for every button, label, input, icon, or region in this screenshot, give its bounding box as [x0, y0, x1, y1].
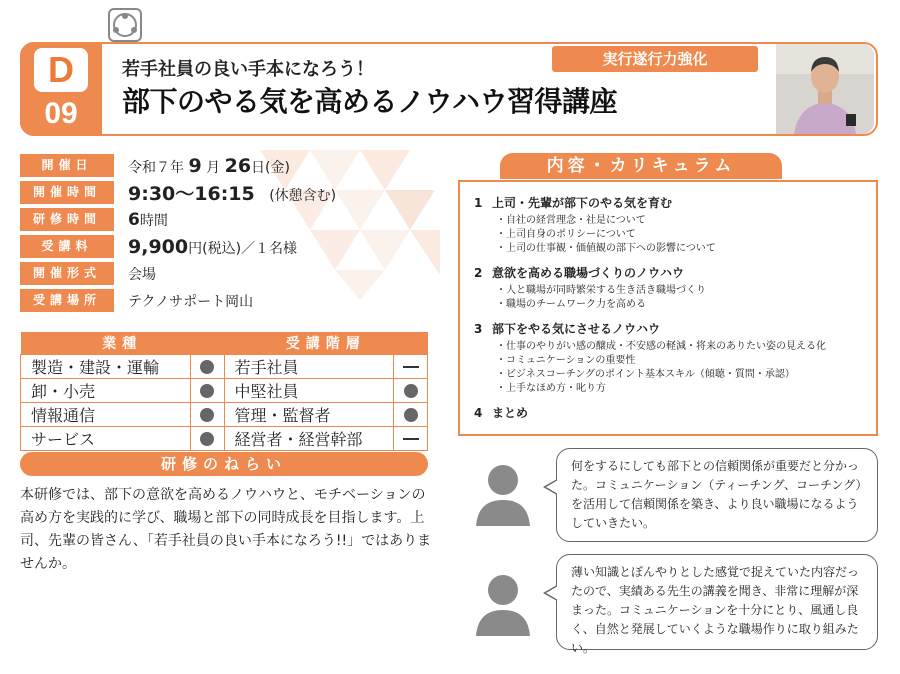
table-row [21, 354, 428, 378]
aim-text: 本研修では、部下の意欲を高めるノウハウと、モチベーションの高め方を実践的に学び、職場と部下の同時成長を目指します。上司、先輩の皆さん、「若手社員の良い手本になろう!!」ではありませんか。 [20, 487, 432, 572]
industry-mark [190, 402, 224, 426]
list-item: ・ 人と職場が同時繁栄する生き活き職場づくり [496, 284, 876, 298]
duration-hours: 6 [128, 209, 140, 230]
curriculum-box [458, 180, 878, 436]
curriculum-section-title [474, 194, 876, 211]
info-row-venue [20, 287, 440, 314]
industry-mark [190, 426, 224, 450]
check-dot-icon [200, 432, 214, 446]
info-label: 開催日 [20, 154, 114, 177]
date-day: 26 [224, 154, 252, 177]
check-dot-icon [404, 384, 418, 398]
check-dot-icon [404, 408, 418, 422]
industry-cell: 情報通信 [21, 402, 191, 426]
list-item: ・ 職場のチームワーク力を高める [496, 298, 876, 312]
info-label: 開催形式 [20, 262, 114, 285]
table-row [21, 402, 428, 426]
industry-cell: 製造・建設・運輸 [21, 354, 191, 378]
level-cell: 若手社員 [224, 354, 394, 378]
section-number: 1 [474, 196, 483, 210]
list-item: ・ 上司自身のポリシーについて [496, 228, 876, 242]
info-value-fee [128, 236, 297, 258]
dash-icon [403, 438, 419, 440]
info-row-duration [20, 206, 440, 233]
list-item: ・ コミュニケーションの重要性 [496, 354, 876, 368]
group-people-icon [108, 8, 142, 42]
info-row-date [20, 152, 440, 179]
course-code-letter: D [34, 48, 88, 92]
table-row [21, 426, 428, 450]
curriculum-items [496, 214, 876, 256]
section-number: 3 [474, 322, 483, 336]
date-month: 9 [188, 154, 202, 177]
info-value-time [128, 179, 336, 206]
date-month-unit: 月 [201, 159, 225, 176]
list-item: ・ 仕事のやりがい感の醸成・不安感の軽減・将来のありたい姿の見える化 [496, 340, 876, 354]
section-title: まとめ [492, 406, 529, 420]
level-cell: 中堅社員 [224, 378, 394, 402]
level-cell: 管理・監督者 [224, 402, 394, 426]
section-title: 意欲を高める職場づくりのノウハウ [492, 266, 685, 280]
list-item: ・ 上司の仕事観・価値観の部下への影響について [496, 242, 876, 256]
industry-cell: 卸・小売 [21, 378, 191, 402]
level-cell: 経営者・経営幹部 [224, 426, 394, 450]
info-label: 受講場所 [20, 289, 114, 312]
curriculum-section-title [474, 264, 876, 281]
curriculum-items [496, 284, 876, 312]
course-subtitle: 若手社員の良い手本になろう！ [122, 59, 374, 80]
course-code-number: 09 [44, 97, 78, 130]
info-label: 開催時間 [20, 181, 114, 204]
level-mark [394, 354, 428, 378]
info-row-time [20, 179, 440, 206]
info-label: 受講料 [20, 235, 114, 258]
target-table [20, 332, 428, 451]
industry-mark [190, 354, 224, 378]
category-badge: 実行遂行力強化 [552, 46, 758, 72]
level-mark [394, 402, 428, 426]
testimonial-bubble: 何をするにしても部下との信頼関係が重要だと分かった。コミュニケーション（ティーチング、コーチング）を活用して信頼関係を築き、より良い職場になるようしていきたい。 [556, 448, 878, 542]
check-dot-icon [200, 408, 214, 422]
industry-cell: サービス [21, 426, 191, 450]
industry-header: 業種 [21, 332, 225, 354]
info-value-format: 会場 [128, 266, 156, 283]
course-info [20, 152, 440, 314]
check-dot-icon [200, 360, 214, 374]
level-header: 受講階層 [224, 332, 428, 354]
time-range: 9:30～16:15 [128, 183, 255, 205]
list-item: ・ ビジネスコーチングのポイント基本スキル（傾聴・質問・承認） [496, 368, 876, 382]
section-title: 上司・先輩が部下のやる気を育む [492, 196, 673, 210]
industry-mark [190, 378, 224, 402]
curriculum-section-title [474, 404, 876, 421]
info-value-venue: テクノサポート岡山 [128, 293, 254, 310]
level-mark [394, 378, 428, 402]
curriculum-items [496, 340, 876, 396]
testimonial-bubble: 薄い知識とぼんやりとした感覚で捉えていた内容だったので、実績ある先生の講義を聞き、非常に理解が深まった。コミュニケーションを十分にとり、風通し良く、自然と発展していくような職場作りに取り組みたい。 [556, 554, 878, 650]
info-label: 研修時間 [20, 208, 114, 231]
date-day-unit: 日(金) [251, 159, 290, 176]
dash-icon [403, 366, 419, 368]
info-row-format [20, 260, 440, 287]
instructor-photo [776, 44, 874, 134]
info-value-date [128, 155, 290, 177]
info-value-duration [128, 210, 168, 230]
fee-amount: 9,900 [128, 235, 189, 258]
duration-unit: 時間 [139, 212, 168, 229]
info-row-fee [20, 233, 440, 260]
list-item: ・ 上手なほめ方・叱り方 [496, 382, 876, 396]
person-icon [468, 458, 538, 528]
check-dot-icon [200, 384, 214, 398]
curriculum-heading: 内容・カリキュラム [500, 153, 782, 179]
level-mark [394, 426, 428, 450]
section-number: 2 [474, 266, 483, 280]
curriculum-section-title [474, 320, 876, 337]
date-era: 令和７年 [128, 159, 189, 176]
table-row [21, 378, 428, 402]
section-number: 4 [474, 406, 483, 420]
fee-unit: 円(税込)／１名様 [188, 240, 298, 257]
time-note: (休憩含む) [269, 188, 337, 204]
person-icon [468, 568, 538, 638]
course-title: 部下のやる気を高めるノウハウ習得講座 [122, 85, 618, 118]
aim-heading: 研修のねらい [20, 452, 428, 476]
list-item: ・ 自社の経営理念・社是について [496, 214, 876, 228]
section-title: 部下をやる気にさせるノウハウ [492, 322, 661, 336]
